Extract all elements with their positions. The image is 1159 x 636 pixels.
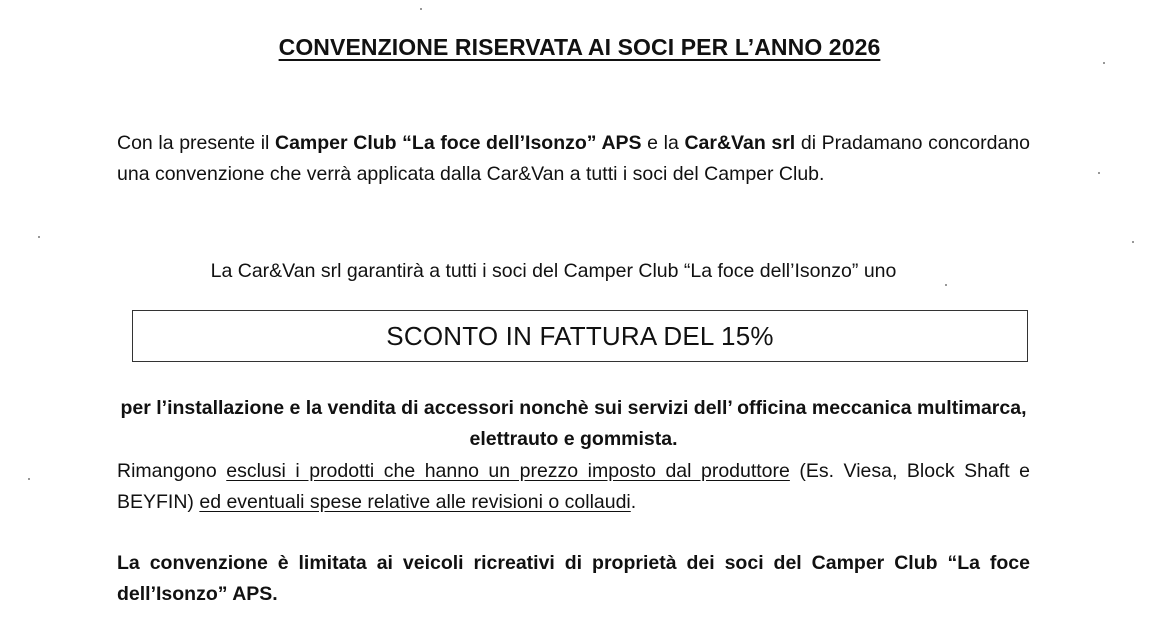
excluded-expenses: ed eventuali spese relative alle revisioni o collaudi (199, 491, 631, 513)
discount-text: SCONTO IN FATTURA DEL 15% (386, 320, 774, 351)
excluded-products: esclusi i prodotti che hanno un prezzo imposto dal produttore (226, 460, 790, 482)
services-paragraph: per l’installazione e la vendita di accessori nonchè sui servizi dell’ officina meccanica multimarca, elettrauto e gommista. (120, 397, 1027, 450)
scan-speck (420, 8, 422, 10)
guarantee-paragraph: La Car&Van srl garantirà a tutti i soci del Camper Club “La foce dell’Isonzo” uno (210, 260, 897, 282)
scan-speck (28, 478, 30, 480)
exclusions-paragraph: Rimangono esclusi i prodotti che hanno un prezzo imposto dal produttore (Es. Viesa, Block Shaft e BEYFIN) ed eventuali spese relative alle revisioni o collaudi. (117, 460, 1030, 513)
scan-speck (38, 236, 40, 238)
intro-paragraph: Con la presente il Camper Club “La foce dell’Isonzo” APS e la Car&Van srl di Pradamano concordano una convenzione che verrà applicata dalla Car&Van a tutti i soci del Camper Club. (117, 132, 1030, 185)
company-name: Car&Van srl (684, 132, 796, 154)
camper-club-name: Camper Club “La foce dell’Isonzo” APS (275, 132, 642, 154)
document-title: CONVENZIONE RISERVATA AI SOCI PER L’ANNO 2026 (278, 34, 881, 60)
scan-speck (1132, 241, 1134, 243)
discount-box (132, 310, 1028, 362)
scan-speck (1098, 172, 1100, 174)
limit-paragraph: La convenzione è limitata ai veicoli ricreativi di proprietà dei soci del Camper Club “La foce dell’Isonzo” APS. (117, 552, 1030, 605)
scan-speck (945, 284, 947, 286)
scan-speck (1103, 62, 1105, 64)
